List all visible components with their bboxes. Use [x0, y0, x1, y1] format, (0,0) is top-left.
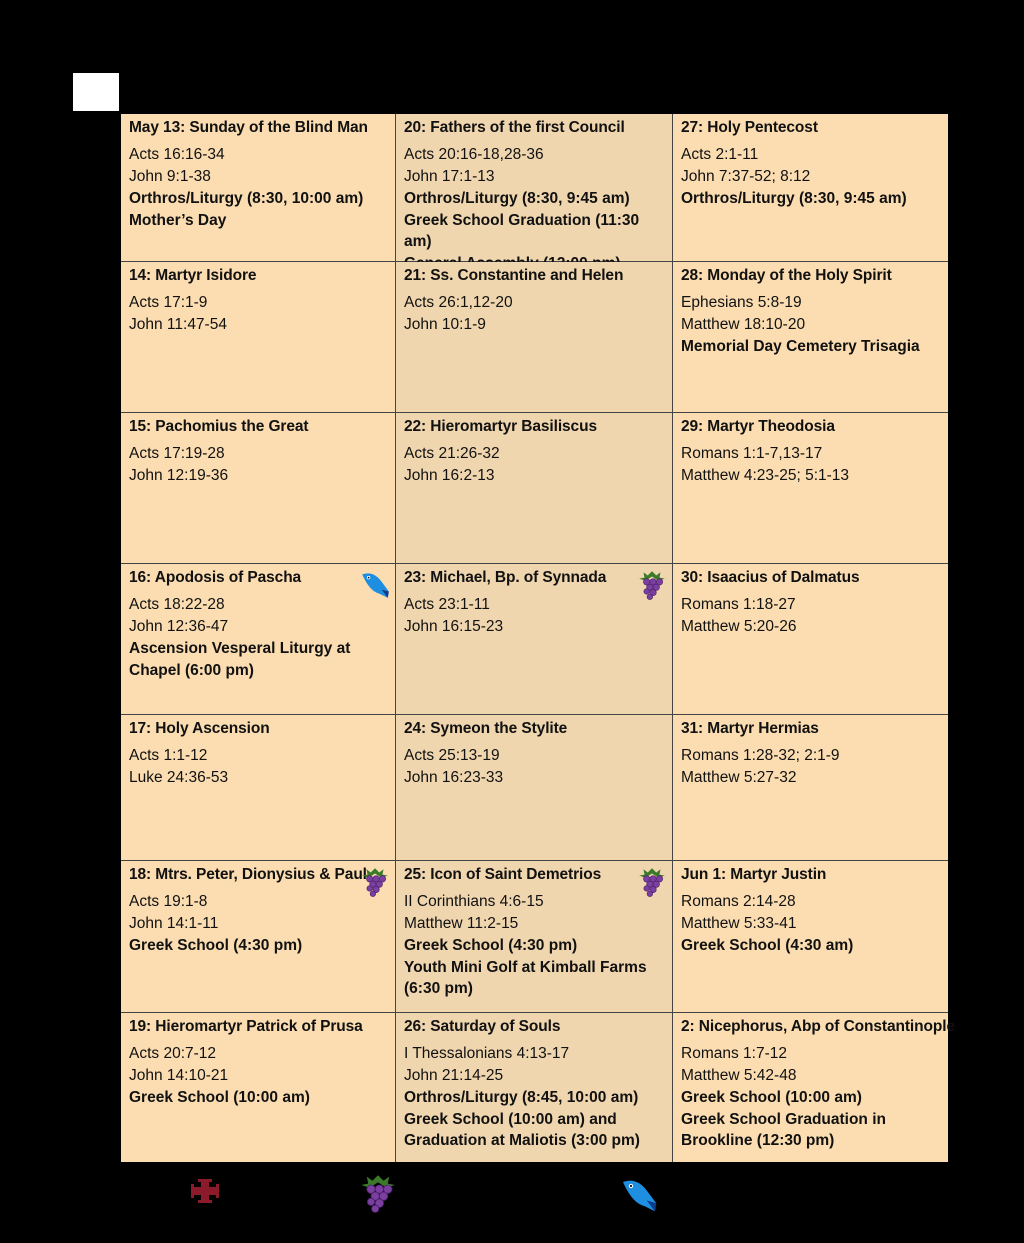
legend-grapes-icon — [357, 1170, 399, 1214]
day-cell — [396, 114, 673, 262]
event: Orthros/Liturgy (8:45, 10:00 am) — [404, 1089, 639, 1106]
day-title: 19: Hieromartyr Patrick of Prusa — [129, 1018, 363, 1035]
event: Orthros/Liturgy (8:30, 9:45 am) — [404, 190, 630, 207]
fish-icon — [359, 568, 391, 600]
event: Greek School (4:30 pm) — [129, 937, 303, 954]
event: Orthros/Liturgy (8:30, 10:00 am) — [129, 190, 364, 207]
reading: Romans 2:14-28 — [681, 893, 796, 910]
day-cell — [121, 413, 396, 564]
day-cell — [121, 114, 396, 262]
event: Greek School (10:00 am) — [681, 1089, 862, 1106]
day-cell — [121, 715, 396, 861]
day-cell — [673, 1013, 955, 1162]
day-title: 24: Symeon the Stylite — [404, 720, 568, 737]
event: Youth Mini Golf at Kimball Farms (6:30 pm) — [404, 958, 647, 997]
reading: Acts 19:1-8 — [129, 893, 208, 910]
reading: Matthew 5:42-48 — [681, 1067, 797, 1084]
reading: Acts 17:19-28 — [129, 445, 225, 462]
day-cell — [673, 114, 948, 262]
reading: Acts 2:1-11 — [681, 146, 759, 163]
reading: Matthew 11:2-15 — [404, 915, 519, 932]
reading: John 9:1-38 — [129, 168, 211, 185]
calendar-grid — [121, 114, 955, 1162]
day-title: 20: Fathers of the first Council — [404, 119, 625, 136]
reading: Matthew 4:23-25; 5:1-13 — [681, 467, 850, 484]
day-title: 17: Holy Ascension — [129, 720, 270, 737]
reading: Matthew 5:33-41 — [681, 915, 797, 932]
reading: II Corinthians 4:6-15 — [404, 893, 544, 910]
day-cell — [396, 413, 673, 564]
event: Orthros/Liturgy (8:30, 9:45 am) — [681, 190, 907, 207]
day-title: 18: Mtrs. Peter, Dionysius & Paul — [129, 866, 367, 883]
reading: John 10:1-9 — [404, 316, 486, 333]
reading: Acts 21:26-32 — [404, 445, 500, 462]
reading: Romans 1:28-32; 2:1-9 — [681, 747, 840, 764]
reading: Matthew 5:27-32 — [681, 769, 797, 786]
day-cell — [396, 715, 673, 861]
grapes-icon — [636, 865, 668, 897]
reading: John 12:36-47 — [129, 618, 229, 635]
day-title: 25: Icon of Saint Demetrios — [404, 866, 602, 883]
day-title: 14: Martyr Isidore — [129, 267, 257, 284]
reading: I Thessalonians 4:13-17 — [404, 1045, 570, 1062]
reading: Matthew 5:20-26 — [681, 618, 797, 635]
event: Ascension Vesperal Liturgy at Chapel (6:00 pm) — [129, 640, 351, 679]
day-cell — [396, 861, 673, 1013]
day-title: 22: Hieromartyr Basiliscus — [404, 418, 597, 435]
event: Greek School (4:30 pm) — [404, 937, 578, 954]
reading: John 16:23-33 — [404, 769, 504, 786]
legend-fish-icon — [619, 1174, 659, 1214]
day-cell — [121, 564, 396, 715]
corner-box — [73, 73, 119, 111]
day-cell — [396, 1013, 673, 1162]
event: Mother’s Day — [129, 211, 227, 229]
day-cell — [121, 1013, 396, 1162]
grapes-icon — [636, 568, 668, 600]
event: Greek School (10:00 am) and Graduation at Maliotis (3:00 pm) — [404, 1110, 640, 1149]
reading: John 7:37-52; 8:12 — [681, 168, 811, 185]
day-cell — [396, 262, 673, 413]
reading: John 14:10-21 — [129, 1067, 229, 1084]
day-title: 15: Pachomius the Great — [129, 418, 309, 435]
reading: Acts 25:13-19 — [404, 747, 500, 764]
day-title: 21: Ss. Constantine and Helen — [404, 267, 624, 284]
day-cell — [673, 262, 948, 413]
reading: Romans 1:1-7,13-17 — [681, 445, 823, 462]
event: Greek School Graduation in Brookline (12:30 pm) — [681, 1110, 886, 1149]
reading: Romans 1:18-27 — [681, 596, 796, 613]
reading: Acts 23:1-11 — [404, 596, 490, 613]
day-cell — [396, 564, 673, 715]
reading: Romans 1:7-12 — [681, 1045, 787, 1062]
day-title: 29: Martyr Theodosia — [681, 418, 835, 435]
day-title: 31: Martyr Hermias — [681, 720, 819, 737]
reading: Matthew 18:10-20 — [681, 316, 806, 333]
day-title: 27: Holy Pentecost — [681, 119, 818, 136]
event: Greek School (4:30 am) — [681, 937, 854, 954]
reading: Acts 17:1-9 — [129, 294, 208, 311]
event: Greek School Graduation (11:30 am) — [404, 211, 640, 250]
legend-cross-icon — [191, 1178, 219, 1204]
reading: John 11:47-54 — [129, 316, 227, 333]
reading: John 14:1-11 — [129, 915, 219, 932]
reading: Acts 26:1,12-20 — [404, 294, 513, 311]
day-title: 28: Monday of the Holy Spirit — [681, 267, 892, 284]
reading: John 17:1-13 — [404, 168, 495, 185]
reading: John 12:19-36 — [129, 467, 229, 484]
day-cell — [673, 564, 948, 715]
day-title: 26: Saturday of Souls — [404, 1018, 561, 1035]
day-cell — [121, 861, 396, 1013]
day-cell — [121, 262, 396, 413]
day-cell — [673, 861, 948, 1013]
day-title: May 13: Sunday of the Blind Man — [129, 119, 368, 136]
day-title: 30: Isaacius of Dalmatus — [681, 569, 860, 586]
reading: John 16:2-13 — [404, 467, 495, 484]
day-title: 2: Nicephorus, Abp of Constantinople — [681, 1018, 955, 1035]
day-cell — [673, 715, 948, 861]
reading: Acts 1:1-12 — [129, 747, 208, 764]
event: Memorial Day Cemetery Trisagia — [681, 338, 920, 355]
reading: Acts 18:22-28 — [129, 596, 225, 613]
reading: John 16:15-23 — [404, 618, 504, 635]
day-title: 23: Michael, Bp. of Synnada — [404, 569, 607, 586]
reading: Luke 24:36-53 — [129, 769, 229, 786]
day-title: 16: Apodosis of Pascha — [129, 569, 302, 586]
reading: Ephesians 5:8-19 — [681, 294, 802, 311]
reading: John 21:14-25 — [404, 1067, 504, 1084]
day-title: Jun 1: Martyr Justin — [681, 866, 827, 883]
reading: Acts 16:16-34 — [129, 146, 225, 163]
event: Greek School (10:00 am) — [129, 1089, 310, 1106]
reading: Acts 20:7-12 — [129, 1045, 217, 1062]
reading: Acts 20:16-18,28-36 — [404, 146, 544, 163]
day-cell — [673, 413, 948, 564]
grapes-icon — [359, 865, 391, 897]
